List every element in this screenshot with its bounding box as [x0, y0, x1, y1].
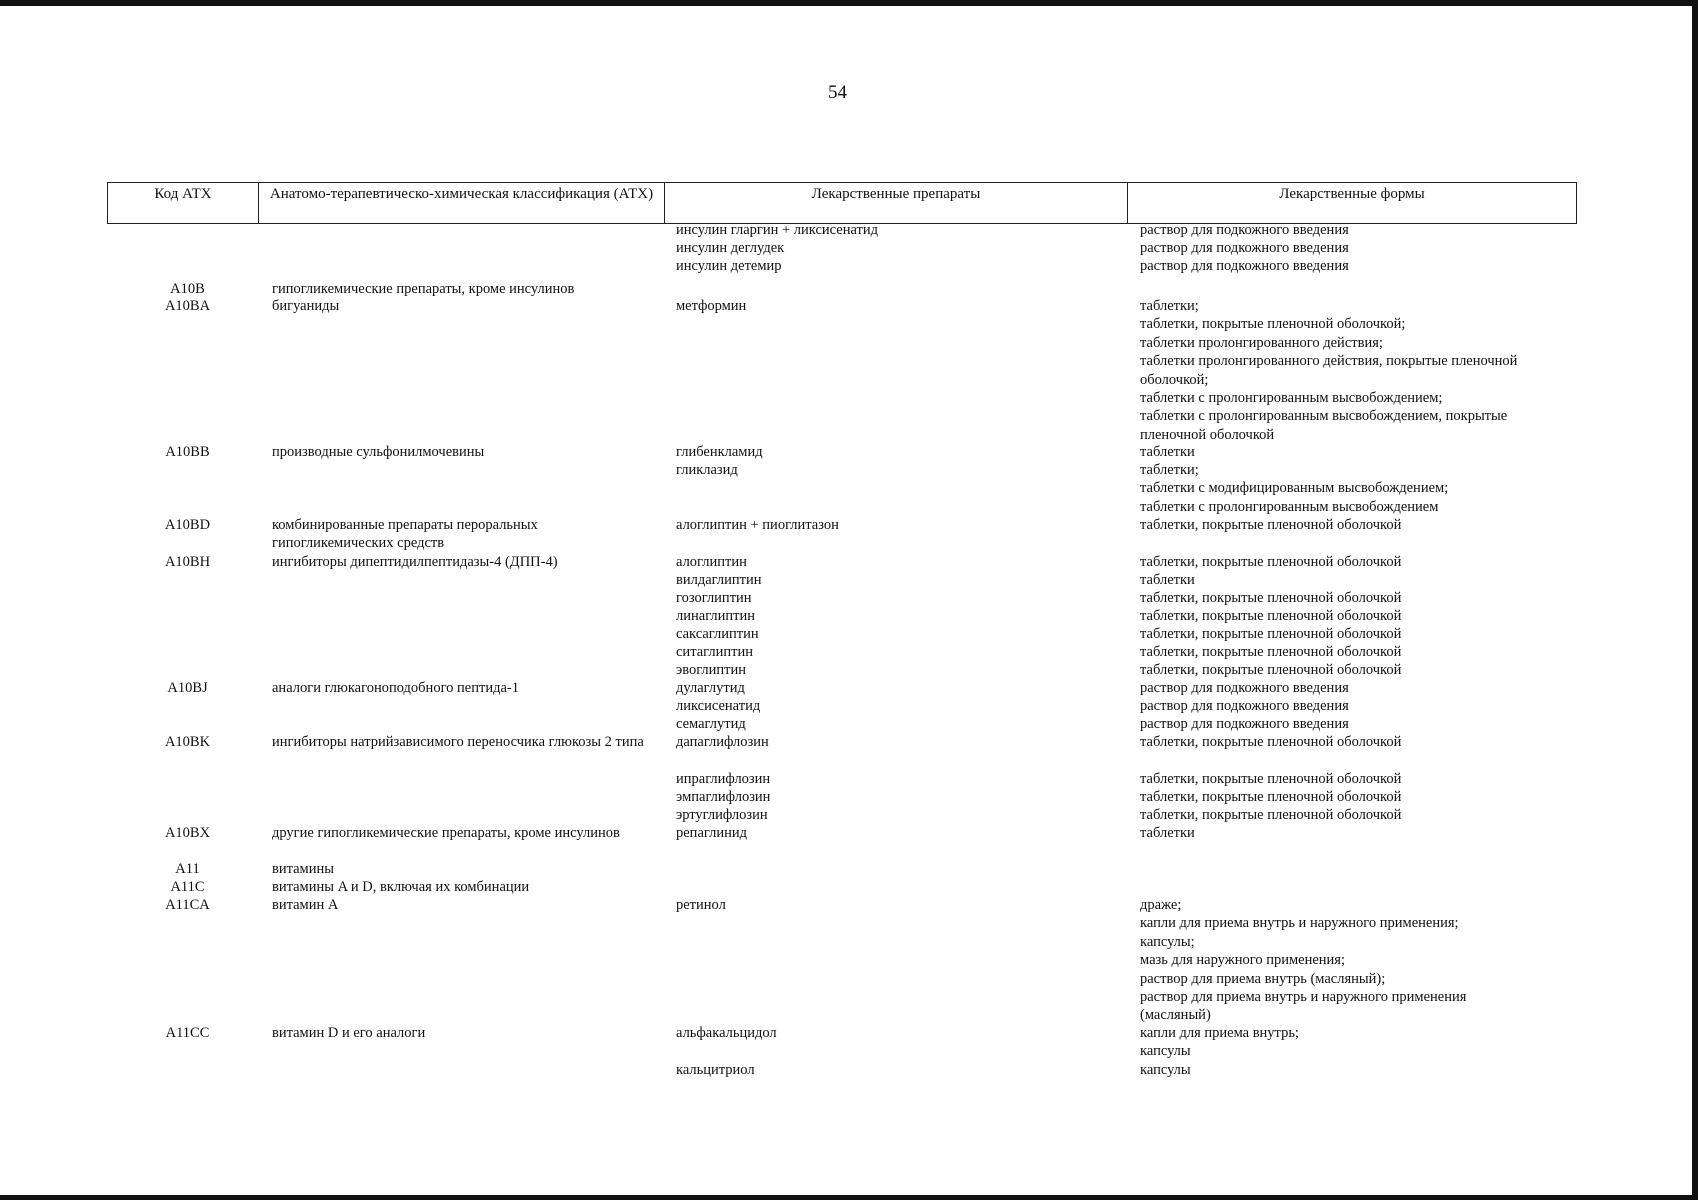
dosage-form-line: раствор для подкожного введения: [1140, 222, 1349, 238]
atx-code-cell: A10BB: [165, 444, 210, 460]
dosage-form-line: таблетки;: [1140, 298, 1199, 314]
dosage-form-line: таблетки, покрытые пленочной оболочкой: [1140, 734, 1402, 750]
drug-name-cell: инсулин деглудек: [676, 240, 785, 256]
atx-code-cell: A11CC: [165, 1025, 210, 1041]
drug-name-cell: вилдаглиптин: [676, 572, 762, 588]
drug-name-cell: глибенкламид: [676, 444, 763, 460]
dosage-form-line: раствор для подкожного введения: [1140, 698, 1349, 714]
dosage-form-line: раствор для приема внутрь (масляный);: [1140, 970, 1386, 987]
dosage-form-line: раствор для подкожного введения: [1140, 258, 1349, 274]
atx-classification-cell: витамин D и его аналоги: [272, 1025, 426, 1041]
drug-name-cell: эртуглифлозин: [676, 807, 768, 823]
dosage-forms-cell: [1140, 553, 1580, 571]
drug-name-cell: саксаглиптин: [676, 626, 759, 642]
dosage-form-line: таблетки, покрытые пленочной оболочкой: [1140, 662, 1402, 678]
dosage-form-line: капли для приема внутрь;: [1140, 1025, 1299, 1041]
atx-code-cell: A10BH: [164, 554, 211, 570]
dosage-form-line: таблетки, покрытые пленочной оболочкой: [1140, 590, 1402, 606]
drug-name-cell: альфакальцидол: [676, 1025, 777, 1041]
dosage-form-line: таблетки, покрытые пленочной оболочкой: [1140, 807, 1402, 823]
drug-name-cell: метформин: [676, 298, 747, 314]
atx-classification-cell: аналоги глюкагоноподобного пептида-1: [272, 680, 519, 696]
drug-name-cell: инсулин гларгин + ликсисенатид: [676, 222, 879, 238]
dosage-form-line: таблетки: [1140, 572, 1195, 588]
atx-classification-cell: витамины: [272, 861, 334, 877]
drug-name-cell: ипраглифлозин: [676, 771, 771, 787]
atx-code-cell: A10BD: [164, 517, 211, 533]
dosage-form-line: раствор для подкожного введения: [1140, 716, 1349, 732]
atx-code-cell: A10B: [170, 281, 205, 297]
atx-classification-cell: ингибиторы дипептидилпептидазы-4 (ДПП-4): [272, 554, 558, 570]
dosage-forms-cell: [1140, 715, 1580, 733]
header-classification: Анатомо-терапевтическо-химическая классификация (АТХ): [259, 183, 665, 223]
dosage-form-line: таблетки, покрытые пленочной оболочкой: [1140, 517, 1402, 533]
dosage-forms-cell: [1140, 221, 1580, 239]
dosage-forms-cell: [1140, 297, 1580, 444]
drug-name-cell: линаглиптин: [676, 608, 756, 624]
dosage-form-line: таблетки, покрытые пленочной оболочкой: [1140, 608, 1402, 624]
dosage-forms-cell: [1140, 733, 1580, 751]
drug-name-cell: алоглиптин: [676, 554, 747, 570]
dosage-form-line: мазь для наружного применения;: [1140, 952, 1345, 969]
dosage-form-line: раствор для приема внутрь и наружного применения: [1140, 989, 1467, 1006]
dosage-forms-cell: [1140, 589, 1580, 607]
dosage-form-line: таблетки, покрытые пленочной оболочкой: [1140, 626, 1402, 642]
dosage-form-line: таблетки;: [1140, 462, 1199, 478]
dosage-form-line: таблетки с пролонгированным высвобождением;: [1140, 390, 1443, 407]
dosage-form-line: раствор для подкожного введения: [1140, 680, 1349, 696]
atx-classification-cell: ингибиторы натрийзависимого переносчика глюкозы 2 типа: [272, 734, 644, 750]
drug-name-cell: эвоглиптин: [676, 662, 747, 678]
atx-code-cell: A11: [175, 861, 200, 877]
dosage-forms-cell: [1140, 788, 1580, 806]
dosage-form-line: таблетки, покрытые пленочной оболочкой;: [1140, 316, 1406, 333]
atx-classification-cell: бигуаниды: [272, 298, 340, 314]
atx-classification-cell: витамины A и D, включая их комбинации: [272, 879, 530, 895]
dosage-forms-cell: [1140, 1024, 1580, 1061]
drug-name-cell: дулаглутид: [676, 680, 745, 696]
dosage-forms-cell: [1140, 770, 1580, 788]
dosage-forms-cell: [1140, 257, 1580, 275]
dosage-forms-cell: [1140, 896, 1580, 1025]
atx-classification-cell: витамин A: [272, 897, 339, 913]
drug-name-cell: гликлазид: [676, 462, 738, 478]
atx-code-cell: A11CA: [165, 897, 210, 913]
dosage-forms-cell: [1140, 625, 1580, 643]
dosage-forms-cell: [1140, 679, 1580, 697]
atx-code-cell: A10BJ: [167, 680, 208, 696]
dosage-form-line: таблетки пролонгированного действия;: [1140, 334, 1383, 351]
atx-code-cell: A10BA: [164, 298, 211, 314]
drug-name-cell: кальцитриол: [676, 1062, 755, 1078]
dosage-form-line: таблетки с пролонгированным высвобождением: [1140, 498, 1439, 515]
dosage-form-line: капли для приема внутрь и наружного применения;: [1140, 915, 1459, 932]
atx-classification-cell: другие гипогликемические препараты, кроме инсулинов: [272, 825, 620, 841]
dosage-form-line: таблетки: [1140, 444, 1195, 460]
atx-code-cell: A11C: [170, 879, 205, 895]
atx-classification-cell: комбинированные препараты пероральных гипогликемических средств: [272, 517, 538, 552]
page-number: 54: [828, 82, 847, 103]
drug-name-cell: семаглутид: [676, 716, 746, 732]
dosage-form-line: раствор для подкожного введения: [1140, 240, 1349, 256]
header-drugs: Лекарственные препараты: [665, 183, 1128, 223]
dosage-forms-cell: [1140, 607, 1580, 625]
drug-name-cell: дапаглифлозин: [676, 734, 769, 750]
dosage-form-line: таблетки: [1140, 825, 1195, 841]
dosage-form-line: драже;: [1140, 897, 1182, 913]
dosage-form-line: таблетки, покрытые пленочной оболочкой: [1140, 771, 1402, 787]
dosage-forms-cell: [1140, 1061, 1580, 1079]
dosage-form-line: таблетки с пролонгированным высвобождением, покрытые: [1140, 408, 1508, 425]
dosage-forms-cell: [1140, 824, 1580, 842]
dosage-form-line: таблетки, покрытые пленочной оболочкой: [1140, 554, 1402, 570]
dosage-forms-cell: [1140, 516, 1580, 534]
dosage-form-line: таблетки, покрытые пленочной оболочкой: [1140, 644, 1402, 660]
drug-name-cell: инсулин детемир: [676, 258, 782, 274]
dosage-form-line: (масляный): [1140, 1007, 1211, 1024]
dosage-forms-cell: [1140, 239, 1580, 257]
drug-name-cell: гозоглиптин: [676, 590, 752, 606]
dosage-forms-cell: [1140, 443, 1580, 461]
header-forms: Лекарственные формы: [1279, 186, 1425, 202]
drug-name-cell: репаглинид: [676, 825, 747, 841]
header-code: Код АТХ: [108, 183, 259, 223]
dosage-forms-cell: [1140, 571, 1580, 589]
dosage-form-line: таблетки пролонгированного действия, покрытые пленочной: [1140, 353, 1518, 370]
drug-name-cell: ситаглиптин: [676, 644, 753, 660]
dosage-form-line: капсулы;: [1140, 933, 1195, 950]
dosage-form-line: таблетки, покрытые пленочной оболочкой: [1140, 789, 1402, 805]
dosage-forms-cell: [1140, 643, 1580, 661]
atx-classification-cell: гипогликемические препараты, кроме инсулинов: [272, 281, 575, 297]
dosage-forms-cell: [1140, 461, 1580, 516]
dosage-forms-cell: [1140, 661, 1580, 679]
dosage-forms-cell: [1140, 806, 1580, 824]
dosage-forms-cell: [1140, 697, 1580, 715]
drug-name-cell: ретинол: [676, 897, 726, 913]
dosage-form-line: таблетки с модифицированным высвобождением;: [1140, 480, 1449, 497]
drug-name-cell: эмпаглифлозин: [676, 789, 771, 805]
dosage-form-line: капсулы: [1140, 1062, 1191, 1078]
dosage-form-line: пленочной оболочкой: [1140, 426, 1275, 443]
drug-name-cell: алоглиптин + пиоглитазон: [676, 517, 839, 533]
atx-classification-cell: производные сульфонилмочевины: [272, 444, 485, 460]
drug-name-cell: ликсисенатид: [676, 698, 761, 714]
dosage-form-line: оболочкой;: [1140, 371, 1209, 388]
dosage-form-line: капсулы: [1140, 1043, 1191, 1060]
atx-code-cell: A10BK: [164, 734, 211, 750]
atx-code-cell: A10BX: [164, 825, 211, 841]
